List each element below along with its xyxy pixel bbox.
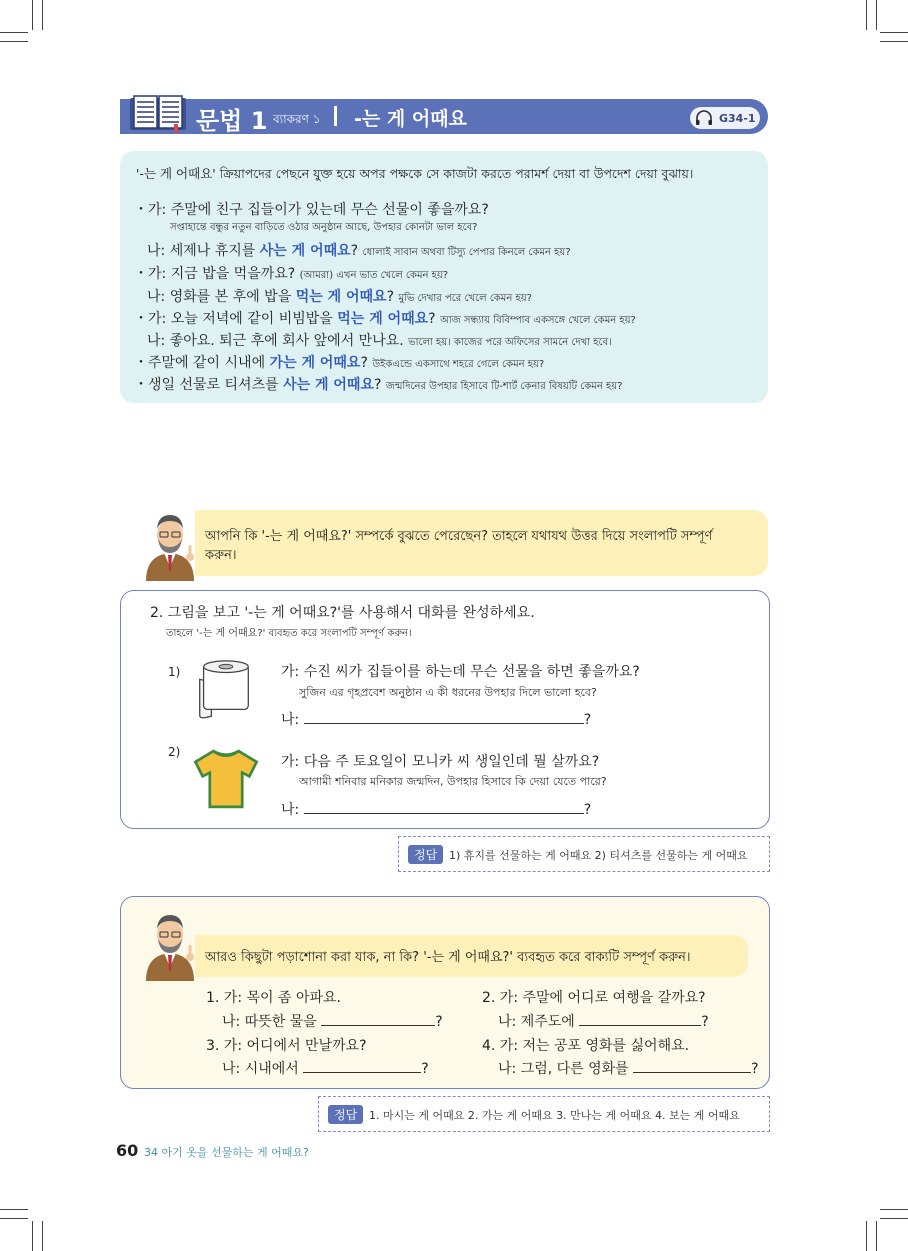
answer-blank[interactable] bbox=[303, 1058, 421, 1073]
t-shirt-icon bbox=[190, 745, 262, 813]
crop-mark bbox=[32, 1221, 33, 1251]
question-2-ga: 2. 가: 주말에 어디로 여행을 갈까요? bbox=[482, 990, 706, 1006]
question-mark: ? bbox=[583, 802, 592, 818]
item-1-translation: সুজিন এর গৃহপ্রবেশ অনুষ্ঠান এ কী ধরনের উপহার দিলে ভালো হবে? bbox=[299, 686, 597, 699]
grammar-highlight: 먹는 게 어때요 bbox=[337, 311, 429, 327]
item-1-na: 나: bbox=[281, 712, 300, 728]
answer-1-text: 1) 휴지를 선물하는 게 어때요 2) 티셔츠를 선물하는 게 어때요 bbox=[449, 849, 748, 862]
grammar-pattern: -는 게 어때요 bbox=[354, 108, 467, 130]
crop-mark bbox=[0, 32, 28, 33]
teacher-illustration bbox=[140, 505, 200, 581]
crop-mark bbox=[0, 1218, 28, 1219]
example-3-ga-translation: আজ সন্ধ্যায় বিবিম্পাব একসঙ্গে খেলে কেমন হয়? bbox=[440, 315, 636, 326]
speech-1-line-2: করুন। bbox=[205, 548, 237, 563]
example-5-end: ? bbox=[373, 377, 382, 393]
crop-mark bbox=[0, 41, 28, 42]
speech-1-line-1: আপনি কি '-는 게 어때요?' সম্পর্কে বুঝতে পেরেছেন? তাহলে যথাযথ উত্তর দিয়ে সংলাপটি সম্পূর্ণ bbox=[205, 529, 713, 544]
crop-mark bbox=[42, 1221, 43, 1251]
chapter-title: 34 아기 옷을 선물하는 게 어때요? bbox=[144, 1146, 309, 1159]
question-2-na-text: 나: 제주도에 bbox=[498, 1014, 575, 1030]
crop-mark bbox=[876, 0, 877, 30]
crop-mark bbox=[876, 1221, 877, 1251]
example-2-ga-translation: (আমরা) এখন ভাত খেলে কেমন হয়? bbox=[299, 270, 449, 281]
grammar-title: 문법 1 bbox=[196, 107, 268, 135]
example-2-na-end: ? bbox=[386, 289, 395, 305]
example-5-translation: জন্মদিনের উপহার হিসাবে টি-শার্ট কেনার বিষয়টি কেমন হয়? bbox=[385, 381, 623, 392]
example-4-text: ・주말에 같이 시내에 bbox=[134, 355, 270, 371]
page-number: 60 bbox=[116, 1141, 139, 1160]
crop-mark bbox=[880, 41, 908, 42]
example-1-na-translation: ধোলাই সাবান অথবা টিস্যু পেপার কিনলে কেমন হয়? bbox=[362, 247, 571, 258]
intro-line bbox=[136, 164, 693, 186]
answer-blank[interactable] bbox=[321, 1011, 435, 1026]
intro-text: ক্রিয়াপদের পেছনে যুক্ত হয়ে অপর পক্ষকে সে কাজটা করতে পরামর্শ দেয়া বা উপদেশ দেয়া বুঝায়। bbox=[219, 166, 694, 181]
grammar-highlight: 사는 게 어때요 bbox=[283, 377, 374, 393]
question-3-ga: 3. 가: 어디에서 만날까요? bbox=[206, 1038, 367, 1054]
answer-blank[interactable] bbox=[304, 709, 584, 724]
crop-mark bbox=[32, 0, 33, 30]
book-icon bbox=[128, 94, 188, 134]
question-mark: ? bbox=[751, 1061, 759, 1077]
intro-quote: '-는 게 어때요' bbox=[136, 166, 216, 181]
example-2-ga bbox=[134, 263, 448, 285]
example-1-na bbox=[147, 240, 571, 262]
question-1-ga: 1. 가: 목이 좀 아파요. bbox=[206, 990, 341, 1006]
example-1-ga-translation: সপ্তাহান্তে বন্ধুর নতুন বাড়িতে ওঠার অনুষ্ঠান আছে, উপহার কোনটা ভাল হবে? bbox=[170, 222, 478, 233]
crop-mark bbox=[880, 32, 908, 33]
speech-2-line: আরও কিছুটা পড়াশোনা করা যাক, না কি? '-는 게 어때요?' ব্যবহৃত করে বাক্যটি সম্পূর্ণ করুন। bbox=[205, 950, 691, 965]
crop-mark bbox=[42, 0, 43, 30]
example-1-na-end: ? bbox=[350, 243, 359, 259]
answer-2-text: 1. 마시는 게 어때요 2. 가는 게 어때요 3. 만나는 게 어때요 4. 보는 게 어때요 bbox=[369, 1109, 740, 1122]
grammar-highlight: 사는 게 어때요 bbox=[259, 243, 351, 259]
question-4-na bbox=[498, 1058, 759, 1078]
crop-mark bbox=[880, 1209, 908, 1210]
item-1-number: 1) bbox=[168, 665, 181, 679]
exercise-2-title: 2. 그림을 보고 '-는 게 어때요?'를 사용해서 대화를 완성하세요. bbox=[150, 605, 535, 621]
item-2-answer-line bbox=[281, 799, 591, 819]
question-mark: ? bbox=[435, 1014, 443, 1030]
item-1-answer-line bbox=[281, 709, 591, 729]
example-2-ga-text: ・가: 지금 밥을 먹을까요? bbox=[134, 266, 296, 282]
example-1-na-text: 나: 세제나 휴지를 bbox=[147, 243, 260, 259]
divider bbox=[334, 106, 337, 126]
grammar-highlight: 가는 게 어때요 bbox=[269, 355, 361, 371]
item-2-number: 2) bbox=[168, 745, 181, 759]
toilet-paper-icon bbox=[190, 655, 258, 723]
question-1-na bbox=[222, 1011, 443, 1031]
question-3-na bbox=[222, 1058, 429, 1078]
headphones-icon[interactable] bbox=[695, 110, 713, 126]
item-2-translation: আগামী শনিবার মনিকার জন্মদিন, উপহার হিসাবে কি দেয়া যেতে পারে? bbox=[299, 775, 607, 788]
question-4-ga: 4. 가: 저는 공포 영화를 싫어해요. bbox=[482, 1038, 690, 1054]
exercise-2-subtitle: তাহলে '-는 게 어때요?' ব্যবহৃত করে সংলাপটি সম্পূর্ণ করুন। bbox=[166, 628, 412, 639]
crop-mark bbox=[866, 1221, 867, 1251]
example-1-ga: ・가: 주말에 친구 집들이가 있는데 무슨 선물이 좋을까요? bbox=[134, 202, 489, 218]
answer-tag: 정답 bbox=[328, 1105, 363, 1124]
crop-mark bbox=[866, 0, 867, 30]
example-3-na-translation: ভালো হয়। কাজের পরে অফিসের সামনে দেখা হবে। bbox=[408, 337, 612, 348]
item-1-ga: 가: 수진 씨가 집들이를 하는데 무슨 선물을 하면 좋을까요? bbox=[281, 664, 640, 680]
item-2-ga: 가: 다음 주 토요일이 모니카 씨 생일인데 뭘 살까요? bbox=[281, 754, 600, 770]
grammar-highlight: 먹는 게 어때요 bbox=[295, 289, 387, 305]
crop-mark bbox=[0, 1209, 28, 1210]
example-3-ga bbox=[134, 308, 636, 330]
audio-code: G34-1 bbox=[719, 112, 756, 125]
teacher-illustration bbox=[140, 905, 200, 981]
example-2-na-text: 나: 영화를 본 후에 밥을 bbox=[147, 289, 296, 305]
example-5 bbox=[134, 374, 622, 396]
question-3-na-text: 나: 시내에서 bbox=[222, 1061, 299, 1077]
grammar-subtitle: ব্যাকরণ ১ bbox=[273, 112, 321, 126]
item-2-na: 나: bbox=[281, 802, 300, 818]
answer-tag: 정답 bbox=[408, 845, 443, 864]
example-2-na bbox=[147, 286, 532, 308]
example-3-ga-end: ? bbox=[428, 311, 436, 327]
example-5-text: ・생일 선물로 티셔츠를 bbox=[134, 377, 284, 393]
question-mark: ? bbox=[701, 1014, 709, 1030]
question-1-na-text: 나: 따뜻한 물을 bbox=[222, 1014, 317, 1030]
question-mark: ? bbox=[421, 1061, 429, 1077]
example-4 bbox=[134, 352, 544, 374]
example-4-translation: উইকএন্ডে একসাথে শহরে গেলে কেমন হয়? bbox=[372, 359, 545, 370]
example-3-na-text: 나: 좋아요. 퇴근 후에 회사 앞에서 만나요. bbox=[147, 333, 404, 349]
answer-blank[interactable] bbox=[579, 1011, 701, 1026]
example-3-na bbox=[147, 330, 612, 352]
example-2-na-translation: মুভি দেখার পরে খেলে কেমন হয়? bbox=[398, 293, 532, 304]
answer-blank[interactable] bbox=[304, 799, 584, 814]
crop-mark bbox=[880, 1218, 908, 1219]
question-mark: ? bbox=[583, 712, 592, 728]
example-3-ga-text: ・가: 오늘 저녁에 같이 비빔밥을 bbox=[134, 311, 338, 327]
answer-blank[interactable] bbox=[633, 1058, 751, 1073]
question-4-na-text: 나: 그럼, 다른 영화를 bbox=[498, 1061, 629, 1077]
question-2-na bbox=[498, 1011, 709, 1031]
example-4-end: ? bbox=[360, 355, 368, 371]
